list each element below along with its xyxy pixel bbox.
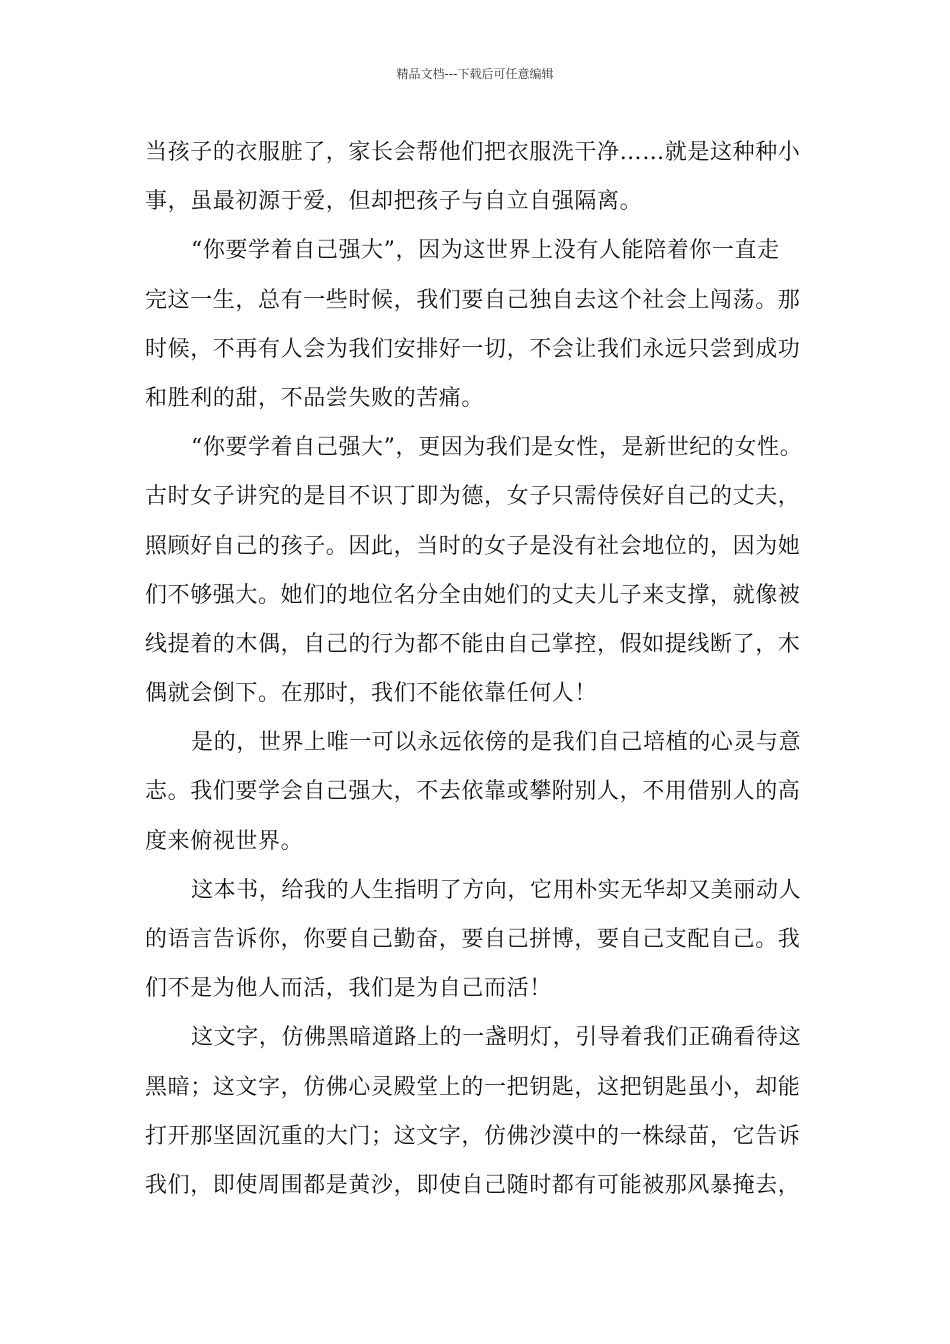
text-line: 黑暗；这文字，仿佛心灵殿堂上的一把钥匙，这把钥匙虽小，却能	[145, 1074, 801, 1100]
text-line: “你要学着自己强大”，因为这世界上没有人能陪着你一直走	[191, 238, 780, 264]
text-line: “你要学着自己强大”，更因为我们是女性，是新世纪的女性。	[191, 435, 803, 461]
text-line: 是的，世界上唯一可以永远依傍的是我们自己培植的心灵与意	[191, 730, 802, 756]
text-line: 和胜利的甜，不品尝失败的苦痛。	[145, 385, 485, 411]
text-line: 志。我们要学会自己强大，不去依靠或攀附别人，不用借别人的高	[145, 779, 801, 805]
text-line: 们不是为他人而活，我们是为自己而活！	[145, 976, 552, 1002]
text-line: 事，虽最初源于爱，但却把孩子与自立自强隔离。	[145, 189, 643, 215]
text-line: 照顾好自己的孩子。因此，当时的女子是没有社会地位的，因为她	[145, 533, 801, 559]
text-line: 度来俯视世界。	[145, 828, 304, 854]
text-line: 偶就会倒下。在那时，我们不能依靠任何人！	[145, 681, 598, 707]
text-line: 时候，不再有人会为我们安排好一切，不会让我们永远只尝到成功	[145, 336, 801, 362]
text-line: 完这一生，总有一些时候，我们要自己独自去这个社会上闯荡。那	[145, 287, 801, 313]
text-line: 这本书，给我的人生指明了方向，它用朴实无华却又美丽动人	[191, 877, 802, 903]
document-body	[145, 128, 825, 1210]
text-line: 们不够强大。她们的地位名分全由她们的丈夫儿子来支撑，就像被	[145, 582, 801, 608]
text-line: 当孩子的衣服脏了，家长会帮他们把衣服洗干净……就是这种种小	[145, 140, 801, 165]
text-line: 古时女子讲究的是目不识丁即为德，女子只需侍侯好自己的丈夫，	[145, 484, 801, 510]
text-line: 的语言告诉你，你要自己勤奋，要自己拼博，要自己支配自己。我	[145, 927, 801, 952]
text-line: 我们，即使周围都是黄沙，即使自己随时都有可能被那风暴掩去，	[145, 1172, 801, 1198]
text-line: 打开那坚固沉重的大门；这文字，仿佛沙漠中的一株绿苗，它告诉	[145, 1123, 801, 1149]
text-line: 这文字，仿佛黑暗道路上的一盏明灯，引导着我们正确看待这	[191, 1025, 802, 1051]
text-line: 线提着的木偶，自己的行为都不能由自己掌控，假如提线断了，木	[145, 631, 801, 657]
page-header: 精品文档---下载后可任意编辑	[396, 67, 554, 81]
